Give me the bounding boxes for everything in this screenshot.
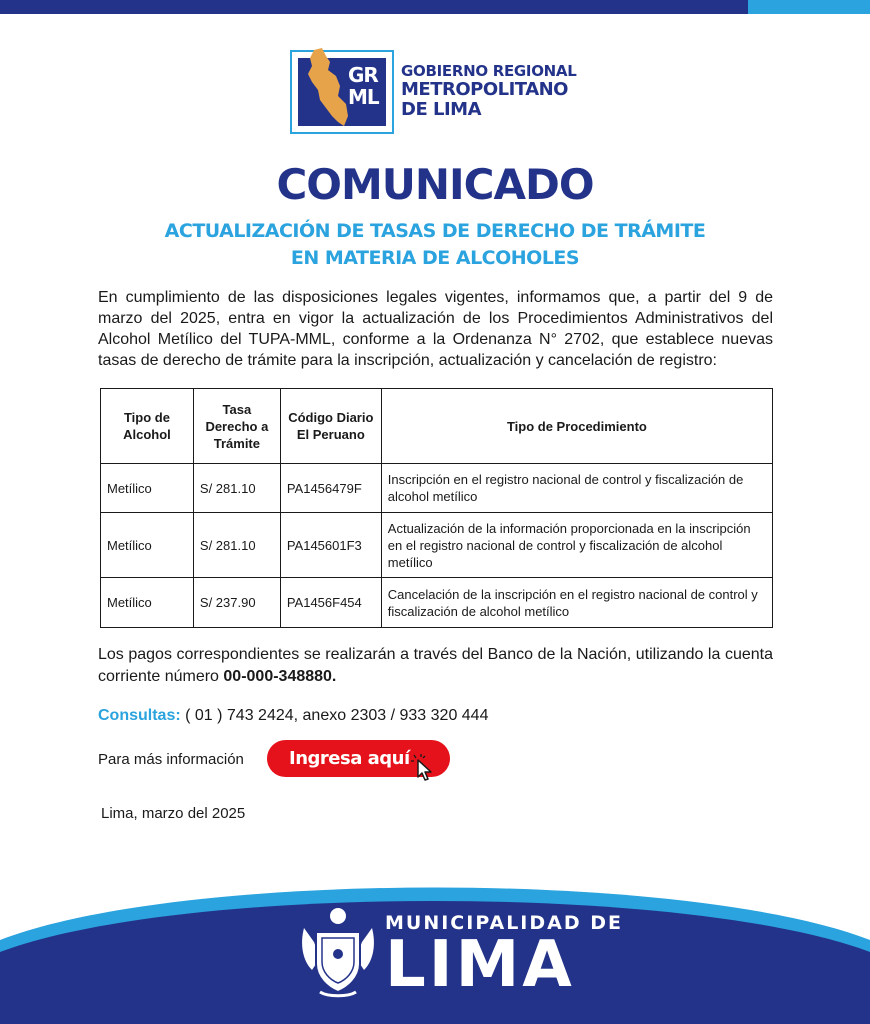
header-tasa: Tasa Derecho a Trámite xyxy=(193,389,280,464)
payment-paragraph xyxy=(98,644,773,688)
cell-tipo: Metílico xyxy=(101,513,194,578)
table-row xyxy=(101,578,773,628)
logo-line-3: DE LIMA xyxy=(401,99,482,120)
logo-initials-top: GR xyxy=(348,63,378,87)
intro-paragraph: En cumplimiento de las disposiciones legales vigentes, informamos que, a partir del 9 de marzo del 2025, entra en vigor la actualización de los Procedimientos Administrativos del Alcohol Metílico del TUPA-MML, conforme a la Ordenanza N° 2702, que establece nuevas tasas de derecho de trámite para la inscripción, actualización y cancelación de registro: xyxy=(98,289,773,369)
lima-label: LIMA xyxy=(385,928,575,1002)
municipalidad-label: MUNICIPALIDAD DE xyxy=(385,912,623,934)
payment-text: Los pagos correspondientes se realizarán a través del Banco de la Nación, utilizando la cuenta corriente número xyxy=(98,646,773,685)
grml-logo xyxy=(290,50,590,136)
subtitle-line-1: ACTUALIZACIÓN DE TASAS DE DERECHO DE TRÁMITE xyxy=(164,220,706,242)
cell-codigo: PA1456F454 xyxy=(280,578,381,628)
cell-procedimiento: Cancelación de la inscripción en el registro nacional de control y fiscalización de alcohol metílico xyxy=(381,578,772,628)
cell-tasa: S/ 281.10 xyxy=(193,464,280,513)
logo-line-1: GOBIERNO REGIONAL xyxy=(401,62,577,80)
header-tipo-alcohol: Tipo de Alcohol xyxy=(101,389,194,464)
ingresa-aqui-button[interactable]: Ingresa aquí xyxy=(267,740,450,777)
logo-wordmark xyxy=(401,62,576,120)
subtitle xyxy=(0,218,870,272)
header-codigo: Código Diario El Peruano xyxy=(280,389,381,464)
cell-codigo: PA1456479F xyxy=(280,464,381,513)
cell-tasa: S/ 281.10 xyxy=(193,513,280,578)
logo-line-2: METROPOLITANO xyxy=(401,79,568,100)
cell-codigo: PA145601F3 xyxy=(280,513,381,578)
top-accent-bar-right xyxy=(748,0,870,14)
logo-initials xyxy=(348,64,379,108)
top-accent-bar xyxy=(0,0,870,14)
account-number: 00-000-348880. xyxy=(223,668,337,685)
cell-procedimiento: Inscripción en el registro nacional de control y fiscalización de alcohol metílico xyxy=(381,464,772,513)
page-title: COMUNICADO xyxy=(276,160,594,209)
more-info-label: Para más información xyxy=(98,751,244,768)
table-header-row xyxy=(101,389,773,464)
lima-coat-of-arms-icon xyxy=(298,898,378,998)
municipalidad-wordmark xyxy=(385,912,623,1002)
contact-label: Consultas: xyxy=(98,707,181,724)
procedures-table xyxy=(100,388,773,628)
header-procedimiento: Tipo de Procedimiento xyxy=(381,389,772,464)
cursor-click-icon xyxy=(410,753,436,781)
date-line: Lima, marzo del 2025 xyxy=(101,805,246,822)
cell-tasa: S/ 237.90 xyxy=(193,578,280,628)
cell-procedimiento: Actualización de la información proporcionada en la inscripción en el registro nacional de control y fiscalización de alcohol metílico xyxy=(381,513,772,578)
subtitle-line-2: EN MATERIA DE ALCOHOLES xyxy=(290,247,580,269)
contact-phones: ( 01 ) 743 2424, anexo 2303 / 933 320 444 xyxy=(180,707,489,724)
table-row xyxy=(101,513,773,578)
contact-line xyxy=(98,707,488,725)
table-row xyxy=(101,464,773,513)
cell-tipo: Metílico xyxy=(101,578,194,628)
cell-tipo: Metílico xyxy=(101,464,194,513)
logo-initials-bottom: ML xyxy=(348,85,379,109)
